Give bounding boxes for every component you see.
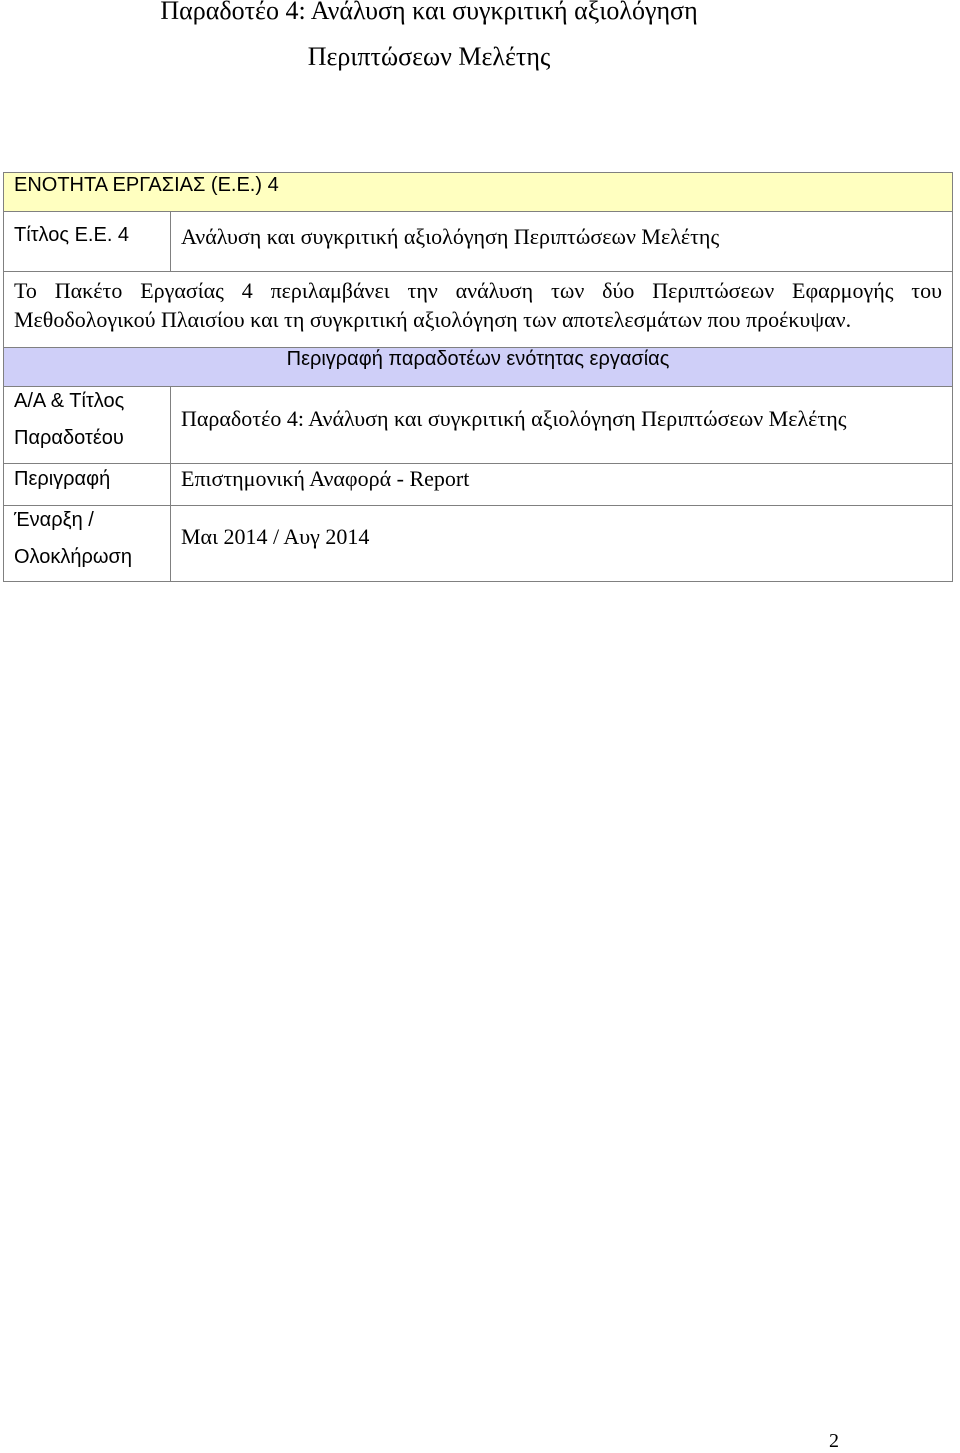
column-divider	[170, 212, 171, 271]
deliverables-table	[3, 386, 953, 582]
document-title-line-2: Περιπτώσεων Μελέτης	[307, 42, 551, 71]
work-unit-title-value: Ανάλυση και συγκριτική αξιολόγηση Περιπτώσεων Μελέτης	[181, 224, 720, 249]
deliverable-description-label: Περιγραφή	[14, 468, 111, 490]
deliverable-id-value: Παραδοτέο 4: Ανάλυση και συγκριτική αξιολόγηση Περιπτώσεων Μελέτης	[181, 406, 847, 431]
work-unit-header	[3, 172, 953, 212]
deliverable-description-value: Επιστημονική Αναφορά - Report	[181, 466, 470, 491]
deliverables-header	[3, 347, 953, 387]
deliverable-period-label-line-1: Έναρξη /	[14, 509, 94, 531]
row-divider	[4, 463, 952, 464]
page-number: 2	[829, 1430, 839, 1452]
deliverables-header-text: Περιγραφή παραδοτέων ενότητας εργασίας	[286, 348, 670, 370]
deliverable-period-label-line-2: Ολοκλήρωση	[14, 546, 132, 568]
deliverable-period-value: Μαι 2014 / Αυγ 2014	[181, 524, 370, 549]
work-unit-title-row	[3, 211, 953, 272]
work-unit-label: ΕΝΟΤΗΤΑ ΕΡΓΑΣΙΑΣ (Ε.Ε.) 4	[14, 174, 279, 196]
deliverable-id-label-line-1: Α/Α & Τίτλος	[14, 390, 125, 412]
row-divider	[4, 505, 952, 506]
column-divider	[170, 387, 171, 581]
deliverable-id-label-line-2: Παραδοτέου	[14, 427, 124, 449]
document-title-line-1: Παραδοτέο 4: Ανάλυση και συγκριτική αξιολόγηση	[160, 0, 698, 25]
work-unit-description: Το Πακέτο Εργασίας 4 περιλαμβάνει την ανάλυση των δύο Περιπτώσεων Εφαρμογής του Μεθοδολογικού Πλαισίου και τη συγκριτική αξιολόγηση των αποτελεσμάτων που προέκυψαν.	[14, 278, 942, 332]
work-unit-description-row	[3, 271, 953, 348]
work-unit-title-label: Τίτλος Ε.Ε. 4	[14, 224, 130, 246]
